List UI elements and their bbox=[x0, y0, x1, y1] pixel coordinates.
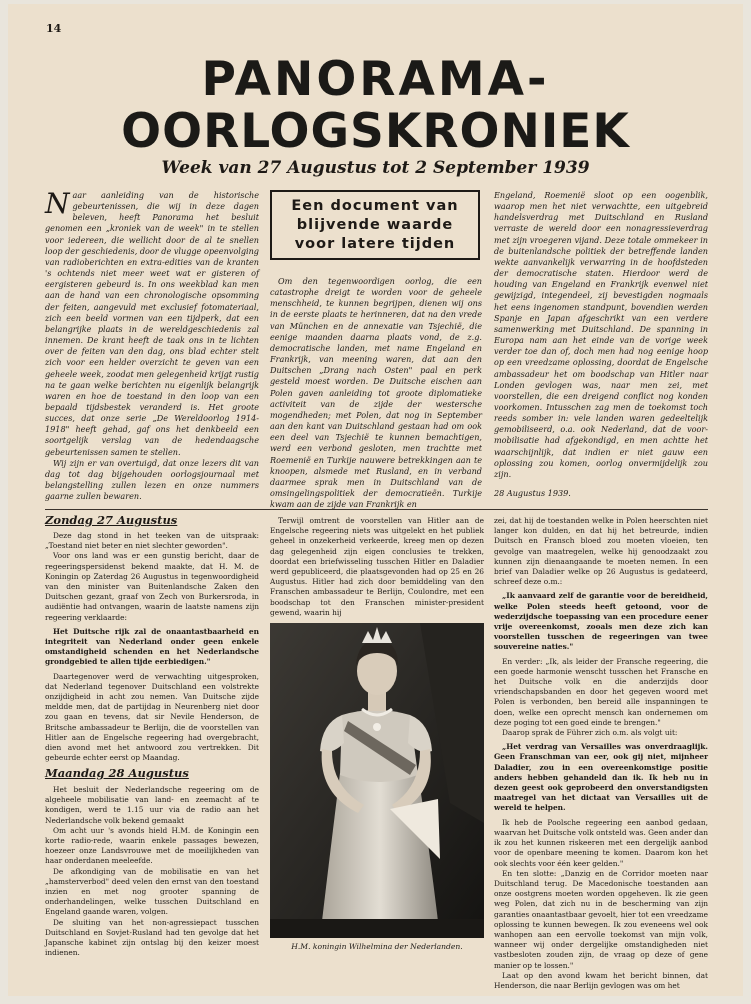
maandag-p4: De sluiting van het non-agressiepact tusschen Duitschland en Sovjet-Rusland had ten gevolge dat het Japansche kabinet zijn ontslag bij den keizer moest indienen. bbox=[45, 917, 259, 958]
right-p5: „Het verdrag van Versailles was onverdraaglijk. Geen Franschman van eer, ook gij niet, mijnheer Daladier, zou in een overeenkomstige positie anders hebben gehandeld dan ik. Ik heb nu in dezen geest ook geprobeerd den onverstandigsten maatregel van het dictaat van Versailles uit de wereld te helpen. bbox=[494, 742, 708, 813]
intro-column bbox=[45, 187, 259, 502]
lower-right-column bbox=[494, 516, 708, 990]
intro-p1-text: aar aanleiding van de historische gebeurtenissen, die wij in deze dagen beleven, heeft Panorama het besluit genomen een „kroniek van de week" in te stellen voor iedereen, die wellicht door de al te snellen loop der geschiedenis, door de vlugge opeenvolging van radioberichten en extra-edities van de kranten 's ochtends niet meer weet wat er gisteren of eergisteren gebeurd is. In ons weekblad kan men aan de hand van een chronologische opsomming der feiten, aangevuld met exclusief fotomateriaal, zich een beeld vormen van een tijdperk, dat een belangrijke plaats in de wereldgeschiedenis zal innemen. De krant heeft de taak ons in te lichten over de feiten van den dag, ons blad echter stelt zich voor een helder overzicht te geven van een geheele week, zoodat men gelegenheid krijgt rustig na te gaan welke berichten nu eigenlijk belangrijk waren en hoe de toestand in den loop van een bepaald tijdsbestek veranderd is. Het groote succes, dat onze serie „De Wereldoorlog 1914-1918" heeft gehad, gaf ons het denkbeeld een soortgelijk verslag van de hedendaagsche gebeurtenissen samen te stellen. bbox=[45, 190, 259, 457]
column-3-date: 28 Augustus 1939. bbox=[494, 488, 571, 499]
maandag-p2: Om acht uur 's avonds hield H.M. de Koningin een korte radio-rede, waarin enkele passages bewezen, hoezeer onze Landsvrouwe met de moeilijkheden van haar onderdanen meeleefde. bbox=[45, 825, 259, 866]
right-p1: zei, dat hij de toestanden welke in Polen heerschten niet langer kon dulden, en dat hij het betreurde, indien Duitsch en Fransch bloed zou moeten vloeien, ten gevolge van maatregelen, welke hij genoodzaakt zou kunnen zijn dienaangaande te moeten nemen. In een brief van Daladier welke op 26 Augustus is gedateerd, schreef deze o.m.: bbox=[494, 516, 708, 587]
right-p4: Daarop sprak de Führer zich o.m. als volgt uit: bbox=[502, 728, 678, 738]
box-line1: Een document van bbox=[291, 197, 459, 214]
zondag-p2: Voor ons land was er een gunstig bericht, daar de regeeringspersidenst bekend maakte, dat H. M. de Koningin op Zaterdag 26 Augustus in tegenwoordigheid van den minister van Buitenlandsche Zaken den Duitschen gezant, graaf von Zech von Burkersroda, in audiëntie had ontvangen, waarin de laatste namens zijn regeering verklaarde: bbox=[45, 551, 259, 622]
page-number: 14 bbox=[46, 22, 62, 35]
zondag-p1: Deze dag stond in het teeken van de uitspraak: „Toestand niet beter en niet slechter geworden". bbox=[45, 531, 259, 551]
masthead-line2: OORLOGSKRONIEK bbox=[121, 104, 630, 159]
right-p8: Laat op den avond kwam het bericht binnen, dat Henderson, die naar Berlijn gevlogen was om het bbox=[494, 970, 708, 990]
zondag-p4: Daartegenover werd de verwachting uitgesproken, dat Nederland tegenover Duitschland een volstrekte onzijdigheid in acht zou nemen. Van Duitsche zijde meldde men, dat de partijdag in Neurenberg niet door zou gaan en tevens, dat sir Nevile Henderson, de Britsche ambassadeur te Berlijn, die de voorstellen van Hitler aan de Engelsche regeering had overgebracht, dien avond met het antwoord zou vertrekken. Dit gebeurde echter eerst op Maandag. bbox=[45, 671, 259, 763]
intro-paragraph-1 bbox=[45, 187, 259, 458]
lower-middle-text bbox=[270, 516, 484, 619]
right-p2: „Ik aanvaard zelf de garantie voor de bereidheid, welke Polen steeds heeft getoond, voor de wederzijdsche toepassing van een procedure eener vrije overeenkomst, zooals men deze zich kan voorstellen tusschen de regeeringen van twee souvereine naties." bbox=[494, 591, 708, 652]
heading-maandag: Maandag 28 Augustus bbox=[45, 766, 189, 780]
right-p3: En verder: „Ik, als leider der Fransche regeering, die een goede harmonie wenscht tusschen het Fransche en het Duitsche volk en die anderzijds door vriendschapsbanden en door het gegeven woord met Polen is verbonden, ben bereid alle inspanningen te doen, welke een oprecht mensch kan ondernemen om deze poging tot een goed einde te brengen." bbox=[494, 656, 708, 727]
zondag-p3: Het Duitsche rijk zal de onaantastbaarheid en integriteit van Nederland onder geen enkele omstandigheid schenden en het Nederlandsche grondgebied te allen tijde eerbiedigen." bbox=[45, 626, 259, 667]
column-2-text: Om den tegenwoordigen oorlog, die een catastrophe dreigt te worden voor de geheele menschheid, te kunnen begrijpen, dienen wij ons in de eerste plaats te herinneren, dat na den vrede van München en de annexatie van Tsjechië, die eenige maanden daarna plaats vond, de z.g. democratische landen, met name Engeland en Frankrijk, van meening waren, dat aan den Duitschen „Drang nach Osten" paal en perk gesteld moest worden. De Duitsche eischen aan Polen gaven aanleiding tot groote diplomatieke activiteit van de zijde der westersche mogendheden; met Polen, dat nog in September aan den kant van Duitschland gestaan had om ook een deel van Tsjechië te kunnen bemachtigen, werd een verbond gesloten, men trachtte met Roemenië en Turkije nauwere betrekkingen aan te knoopen, alsmede met Rusland, en in verband daarmee sprak men in Duitschland van de omsingelingspolitiek der democratieën. Turkije kwam aan de zijde van Frankrijk en bbox=[270, 276, 482, 510]
newspaper-page bbox=[8, 4, 743, 996]
box-line3: voor latere tijden bbox=[294, 235, 456, 252]
lower-middle-paragraph: Terwijl omtrent de voorstellen van Hitler aan de Engelsche regeering niets was uitgelekt en het publiek geheel in onzekerheid verkeerde, kreeg men op dezen dag gelegenheid zijn eigen conclusies te trekken, doordat een briefwisseling tusschen Hitler en Daladier werd gepubliceerd, die plaatsgevonden had op 25 en 26 Augustus. Hitler had zich door bemiddeling van den Franschen ambassadeur te Berlijn, Coulondre, met een boodschap tot den Franschen minister-president gewend, waarin hij bbox=[270, 516, 484, 617]
highlight-box bbox=[270, 190, 480, 260]
intro-paragraph-2: Wij zijn er van overtuigd, dat onze lezers dit van dag tot dag bijgehouden oorlogsjournaal met belangstelling zullen lezen en onze nummers gaarne zullen bewaren. bbox=[45, 457, 259, 502]
photo-caption: H.M. koningin Wilhelmina der Nederlanden. bbox=[291, 942, 463, 951]
maandag-p3: De afkondiging van de mobilisatie en van het „hamsterverbod" deed velen den ernst van den toestand inzien en met nog grooter spanning de onderhandelingen, welke tusschen Duitschland en Engeland gaande waren, volgen. bbox=[45, 866, 259, 917]
column-3-text: Engeland, Roemenië sloot op een oogenblik, waarop men het niet verwachtte, een uitgebreid handelsverdrag met Duitschland en Rusland verraste de wereld door een nonagressieverdrag met zijn vroegeren vijand. Deze totale ommekeer in de buitenlandsche politiek der betreffende landen wekte aanvankelijk verwarring in de hoofdsteden der democratische staten. Hierdoor werd de houding van Engeland en Frankrijk evenwel niet gewijzigd, integendeel, zij bevestigden nogmaals het eens ingenomen standpunt, bovendien werden Spanje en Japan afgeschrikt van een verdere samenwerking met Duitschland. De spanning in Europa nam aan het einde van de vorige week verder toe dan of, doch men had nog eenige hoop op een vreedzame oplossing, doordat de Engelsche ambassadeur het om boodschap van Hitler naar Londen gevlogen was, naar men zei, met voorstellen, die een dreigend conflict nog konden voorkomen. Intusschen zag men de toekomst toch reeds somber in: vele landen waren gedeeltelijk gemobiliseerd, o.a. ook Nederland, dat de voor-mobilisatie had afgekondigd, en men achtte het waarschijnlijk, dat indien er niet gauw een oplossing zou komen, oorlog onvermijdelijk zou zijn. bbox=[494, 190, 708, 479]
heading-zondag: Zondag 27 Augustus bbox=[45, 513, 178, 527]
queen-wilhelmina-photo bbox=[270, 623, 484, 938]
dropcap: N bbox=[45, 187, 70, 220]
section-divider bbox=[45, 509, 708, 510]
section-maandag bbox=[45, 785, 259, 958]
right-p6: Ik heb de Poolsche regeering een aanbod gedaan, waarvan het Duitsche volk ontsteld was. Geen ander dan ik zou het kunnen riskeeren met een dergelijk aanbod voor de openbare meening te komen. Daarom kon het ook slechts voor één keer gelden." bbox=[494, 817, 708, 868]
section-zondag bbox=[45, 531, 259, 763]
masthead-line1: PANORAMA- bbox=[201, 52, 550, 107]
box-line2: blijvende waarde bbox=[296, 216, 454, 233]
column-3 bbox=[494, 190, 708, 508]
week-line: Week van 27 Augustus tot 2 September 1939 bbox=[161, 158, 590, 178]
maandag-p1: Het besluit der Nederlandsche regeering om de algeheele mobilisatie van land- en zeemacht af te kondigen, werd te 1.15 uur via de radio aan het Nederlandsche volk bekend gemaakt bbox=[45, 785, 259, 825]
right-p7: En ten slotte: „Danzig en de Corridor moeten naar Duitschland terug. De Macedonische toestanden aan onze oostgrens moeten worden opgeheven. Ik zie geen weg Polen, dat zich nu in de bescherming van zijn garanties onaantastbaar gevoelt, hier tot een vreedzame oplossing te kunnen bewegen. Ik zou eveneens wel ook wanhopen aan een eervolle toekomst van mijn volk, wanneer wij onder dergelijke omstandigheden niet vastbesloten zouden zijn, de vraag op deze of gene manier op te lossen." bbox=[494, 868, 708, 970]
